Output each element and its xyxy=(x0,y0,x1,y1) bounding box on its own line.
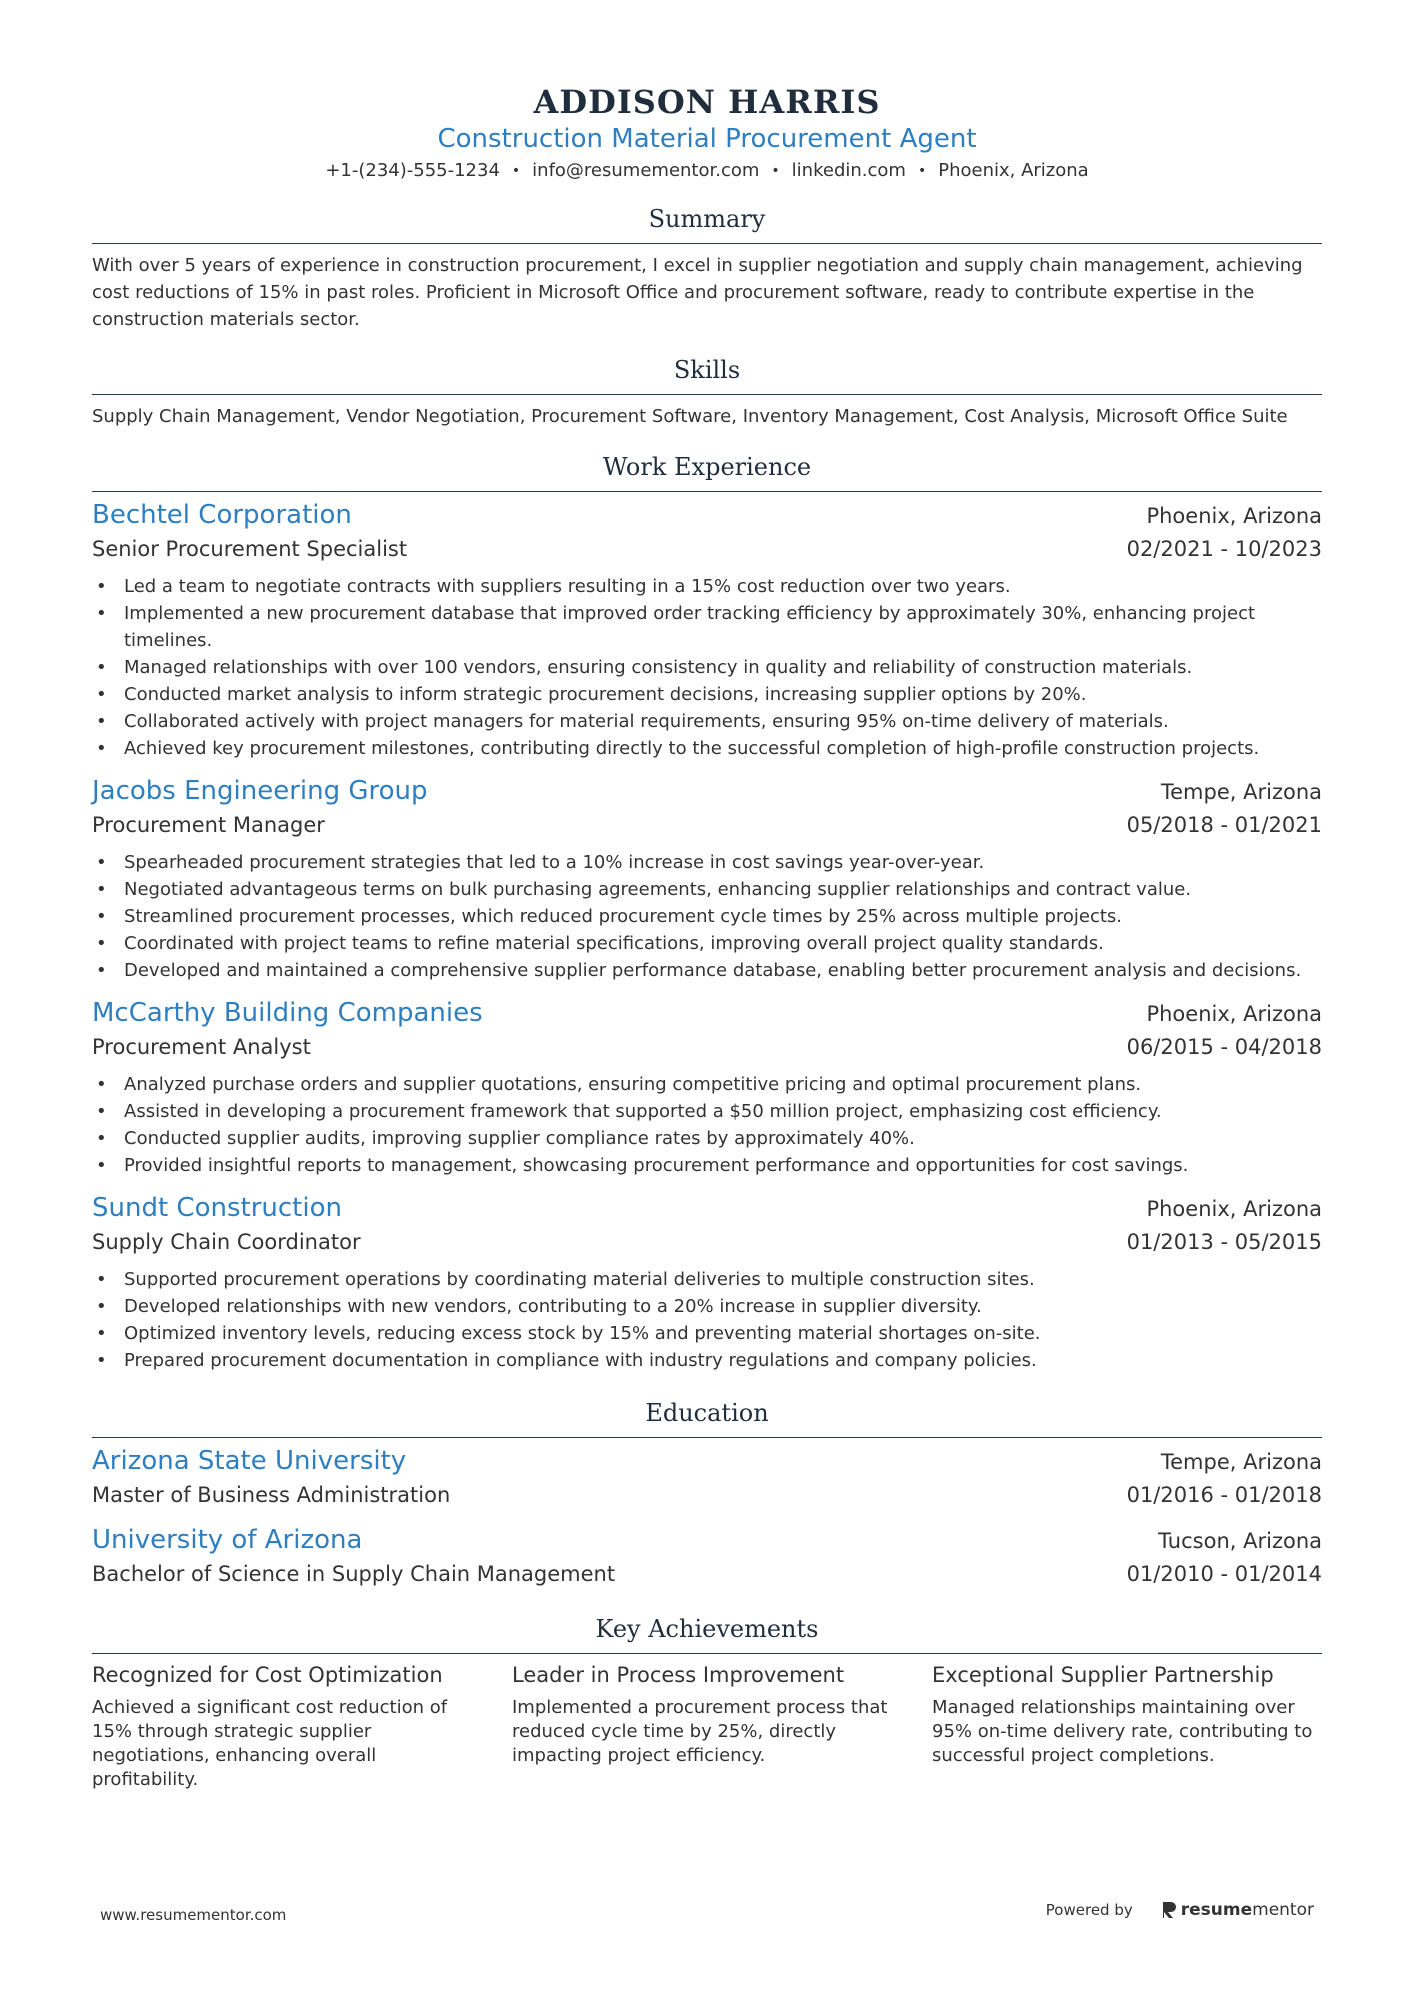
job-location: Phoenix, Arizona xyxy=(1146,1197,1322,1221)
job-dates: 05/2018 - 01/2021 xyxy=(1126,813,1322,837)
education-dates: 01/2016 - 01/2018 xyxy=(1126,1483,1322,1507)
contact-email[interactable]: info@resumementor.com xyxy=(532,160,760,181)
company-name: Bechtel Corporation xyxy=(92,500,352,530)
achievement-title: Recognized for Cost Optimization xyxy=(92,1663,443,1687)
job-bullets xyxy=(92,573,1322,762)
contact-linkedin[interactable]: linkedin.com xyxy=(791,160,906,181)
achievement-desc: Implemented a procurement process that reduced cycle time by 25%, directly impacting project efficiency. xyxy=(512,1697,888,1766)
education-entry xyxy=(92,1444,1322,1511)
achievements-section xyxy=(92,1612,1322,1792)
bullet-item: • Spearheaded procurement strategies that led to a 10% increase in cost savings year-over-year. xyxy=(92,849,1322,876)
achievement-title: Exceptional Supplier Partnership xyxy=(932,1663,1274,1687)
bullet-item: • Analyzed purchase orders and supplier quotations, ensuring competitive pricing and optimal procurement plans. xyxy=(92,1071,1322,1098)
section-title-education: Education xyxy=(92,1396,1322,1438)
separator-dot: • xyxy=(917,163,927,179)
powered-by-label: Powered by xyxy=(1045,1901,1133,1919)
bullet-item: • Negotiated advantageous terms on bulk purchasing agreements, enhancing supplier relationships and contract value. xyxy=(92,876,1322,903)
education-dates: 01/2010 - 01/2014 xyxy=(1126,1562,1322,1586)
school-location: Tucson, Arizona xyxy=(1158,1529,1322,1553)
bullet-item: • Coordinated with project teams to refine material specifications, improving overall project quality standards. xyxy=(92,930,1322,957)
section-title-summary: Summary xyxy=(92,202,1322,244)
bullet-item: • Conducted supplier audits, improving supplier compliance rates by approximately 40%. xyxy=(92,1125,1322,1152)
achievement-item xyxy=(932,1660,1322,1792)
job-location: Phoenix, Arizona xyxy=(1146,1002,1322,1026)
skills-section xyxy=(92,353,1322,430)
bullet-item: • Achieved key procurement milestones, contributing directly to the successful completion of high-profile construction projects. xyxy=(92,735,1322,762)
job-entry xyxy=(92,1191,1322,1374)
job-title: Procurement Analyst xyxy=(92,1035,311,1059)
job-bullets xyxy=(92,1071,1322,1179)
education-section xyxy=(92,1396,1322,1590)
bullet-item: • Implemented a new procurement database that improved order tracking efficiency by approximately 30%, enhancing project timelines. xyxy=(92,600,1322,654)
bullet-item: • Collaborated actively with project managers for material requirements, ensuring 95% on-time delivery of materials. xyxy=(92,708,1322,735)
job-dates: 01/2013 - 05/2015 xyxy=(1126,1230,1322,1254)
job-entry xyxy=(92,774,1322,984)
brand-name-light: mentor xyxy=(1252,1900,1314,1920)
job-dates: 02/2021 - 10/2023 xyxy=(1126,537,1322,561)
job-entry xyxy=(92,996,1322,1179)
job-title: Senior Procurement Specialist xyxy=(92,537,408,561)
achievement-desc: Achieved a significant cost reduction of 15% through strategic supplier negotiations, enhancing overall profitability. xyxy=(92,1697,448,1790)
bullet-item: • Provided insightful reports to management, showcasing procurement performance and opportunities for cost savings. xyxy=(92,1152,1322,1179)
skills-text: Supply Chain Management, Vendor Negotiation, Procurement Software, Inventory Management, Cost Analysis, Microsoft Office Suite xyxy=(92,406,1288,427)
contact-phone: +1-(234)-555-1234 xyxy=(325,160,500,181)
job-location: Phoenix, Arizona xyxy=(1146,504,1322,528)
experience-section xyxy=(92,450,1322,1374)
degree-title: Master of Business Administration xyxy=(92,1483,451,1507)
bullet-item: • Streamlined procurement processes, which reduced procurement cycle times by 25% across multiple projects. xyxy=(92,903,1322,930)
achievement-item xyxy=(92,1660,482,1792)
bullet-item: • Assisted in developing a procurement framework that supported a $50 million project, emphasizing cost efficiency. xyxy=(92,1098,1322,1125)
bullet-item: • Conducted market analysis to inform strategic procurement decisions, increasing supplier options by 20%. xyxy=(92,681,1322,708)
company-name: Jacobs Engineering Group xyxy=(92,776,428,806)
section-title-achievements: Key Achievements xyxy=(92,1612,1322,1654)
degree-title: Bachelor of Science in Supply Chain Management xyxy=(92,1562,616,1586)
candidate-name: ADDISON HARRIS xyxy=(533,83,881,121)
contact-line xyxy=(92,158,1322,184)
bullet-item: • Supported procurement operations by coordinating material deliveries to multiple construction sites. xyxy=(92,1266,1322,1293)
job-title: Procurement Manager xyxy=(92,813,325,837)
achievement-title: Leader in Process Improvement xyxy=(512,1663,845,1687)
bullet-item: • Optimized inventory levels, reducing excess stock by 15% and preventing material shortages on-site. xyxy=(92,1320,1322,1347)
candidate-role: Construction Material Procurement Agent xyxy=(437,124,977,154)
section-title-experience: Work Experience xyxy=(92,450,1322,492)
bullet-item: • Developed relationships with new vendors, contributing to a 20% increase in supplier diversity. xyxy=(92,1293,1322,1320)
company-name: Sundt Construction xyxy=(92,1193,342,1223)
job-bullets xyxy=(92,849,1322,984)
job-entry xyxy=(92,498,1322,762)
resume-page xyxy=(92,82,1322,1792)
footer-branding xyxy=(1046,1900,1314,1920)
resume-header xyxy=(92,82,1322,184)
job-bullets xyxy=(92,1266,1322,1374)
summary-text: With over 5 years of experience in construction procurement, I excel in supplier negotiation and supply chain management, achieving cost reductions of 15% in past roles. Proficient in Microsoft Office and procurement software, ready to contribute expertise in the construction materials sector. xyxy=(92,255,1303,330)
brand-logo[interactable] xyxy=(1161,1900,1314,1920)
section-title-skills: Skills xyxy=(92,353,1322,395)
bullet-item: • Developed and maintained a comprehensive supplier performance database, enabling better procurement analysis and decisions. xyxy=(92,957,1322,984)
achievement-desc: Managed relationships maintaining over 95% on-time delivery rate, contributing to successful project completions. xyxy=(932,1697,1313,1766)
summary-section xyxy=(92,202,1322,333)
job-dates: 06/2015 - 04/2018 xyxy=(1126,1035,1322,1059)
bullet-item: • Managed relationships with over 100 vendors, ensuring consistency in quality and reliability of construction materials. xyxy=(92,654,1322,681)
separator-dot: • xyxy=(771,163,780,179)
school-location: Tempe, Arizona xyxy=(1160,1450,1322,1474)
bullet-item: • Led a team to negotiate contracts with suppliers resulting in a 15% cost reduction over two years. xyxy=(92,573,1322,600)
footer-website[interactable]: www.resumementor.com xyxy=(100,1906,287,1924)
brand-name-bold: resume xyxy=(1180,1900,1253,1920)
separator-dot: • xyxy=(511,163,521,179)
company-name: McCarthy Building Companies xyxy=(92,998,483,1028)
job-location: Tempe, Arizona xyxy=(1160,780,1322,804)
contact-location: Phoenix, Arizona xyxy=(938,160,1089,181)
job-title: Supply Chain Coordinator xyxy=(92,1230,361,1254)
resumementor-logo-icon xyxy=(1161,1900,1177,1920)
education-entry xyxy=(92,1523,1322,1590)
school-name: University of Arizona xyxy=(92,1525,363,1555)
achievement-item xyxy=(512,1660,902,1792)
bullet-item: • Prepared procurement documentation in compliance with industry regulations and company policies. xyxy=(92,1347,1322,1374)
school-name: Arizona State University xyxy=(92,1446,407,1476)
